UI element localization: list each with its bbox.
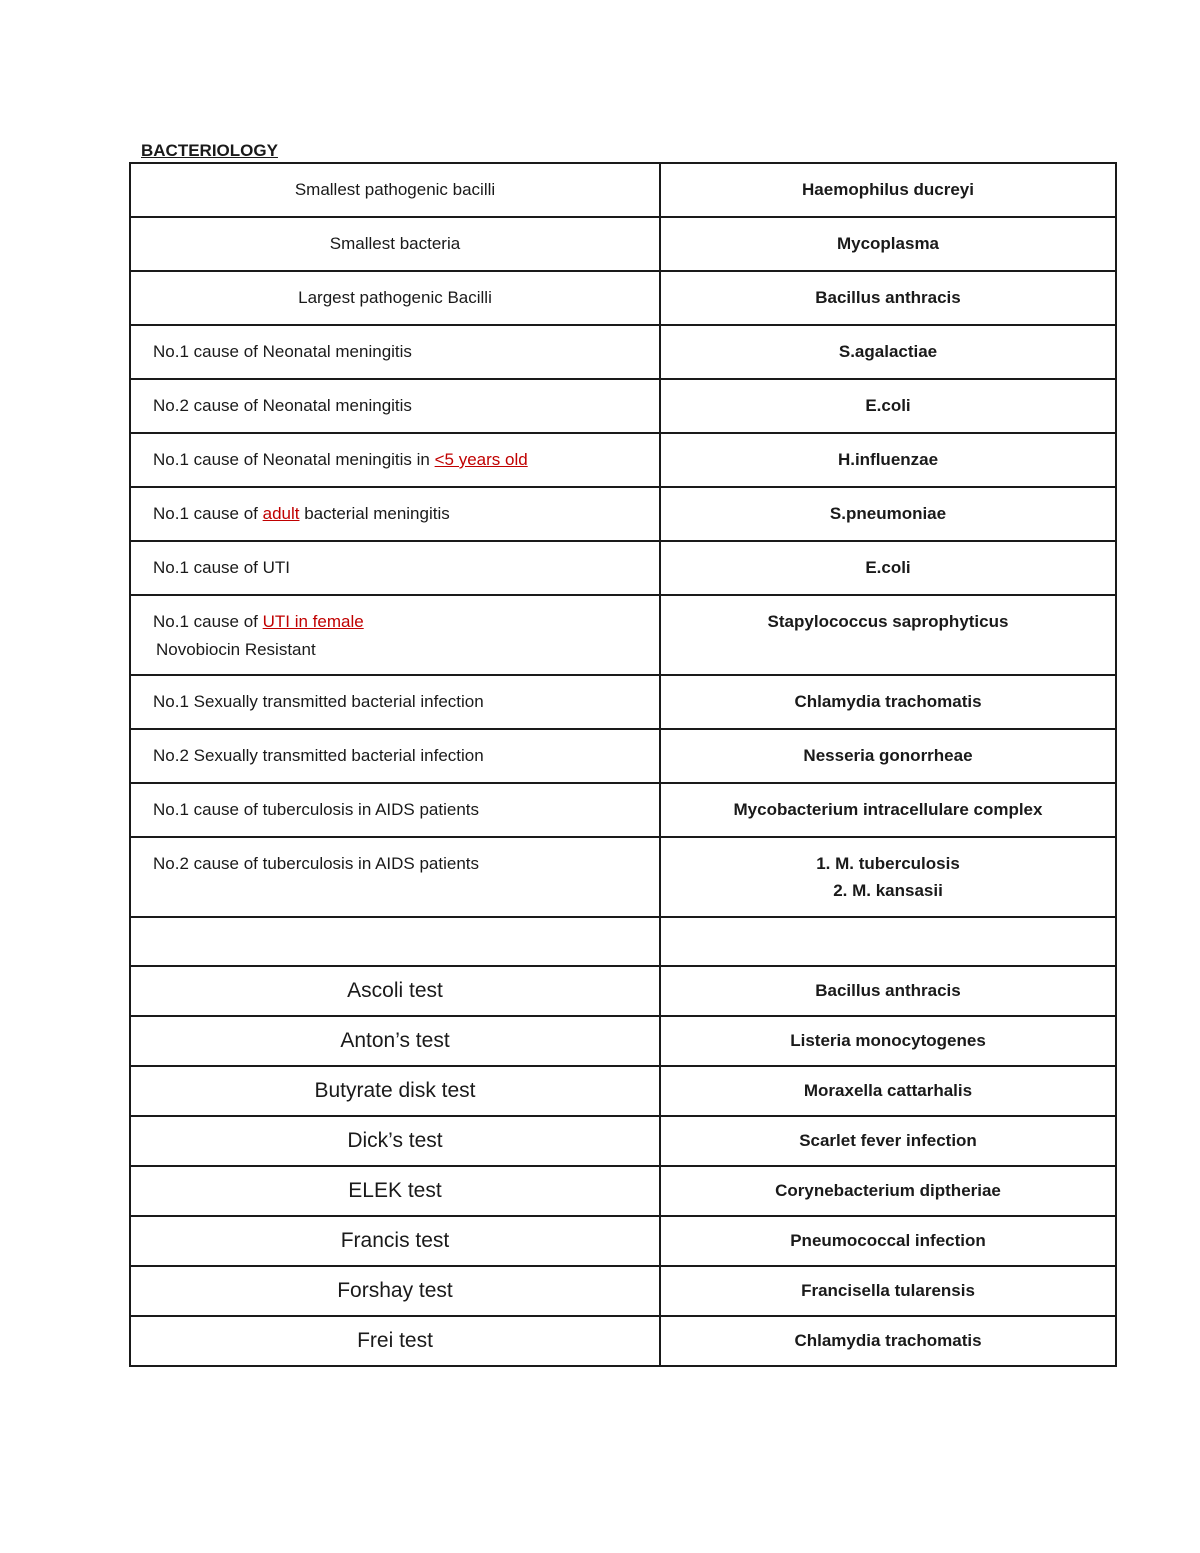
question-cell: No.2 Sexually transmitted bacterial infection	[130, 729, 660, 783]
empty-row	[130, 917, 1116, 966]
answer-cell: Nesseria gonorrheae	[660, 729, 1116, 783]
question-cell: Smallest pathogenic bacilli	[130, 163, 660, 217]
table-row	[130, 595, 1116, 675]
test-name-cell: Ascoli test	[130, 966, 660, 1016]
table-row	[130, 325, 1116, 379]
table-row	[130, 217, 1116, 271]
answer-cell: Bacillus anthracis	[660, 271, 1116, 325]
question-cell: No.2 cause of tuberculosis in AIDS patients	[130, 837, 660, 917]
question-line: Novobiocin Resistant	[156, 640, 316, 659]
question-cell	[130, 433, 660, 487]
test-row	[130, 966, 1116, 1016]
test-row	[130, 1166, 1116, 1216]
answer-line: 1. M. tuberculosis	[816, 854, 960, 873]
question-line	[153, 608, 659, 636]
question-cell: No.1 Sexually transmitted bacterial infection	[130, 675, 660, 729]
test-row	[130, 1266, 1116, 1316]
test-name-cell: Butyrate disk test	[130, 1066, 660, 1116]
answer-cell: Mycobacterium intracellulare complex	[660, 783, 1116, 837]
answer-cell: Stapylococcus saprophyticus	[660, 595, 1116, 675]
test-organism-cell: Moraxella cattarhalis	[660, 1066, 1116, 1116]
test-row	[130, 1066, 1116, 1116]
test-name-cell: Francis test	[130, 1216, 660, 1266]
question-cell: No.1 cause of UTI	[130, 541, 660, 595]
question-cell: No.1 cause of tuberculosis in AIDS patients	[130, 783, 660, 837]
table-row	[130, 433, 1116, 487]
table-row	[130, 729, 1116, 783]
table-row	[130, 271, 1116, 325]
answer-cell: S.pneumoniae	[660, 487, 1116, 541]
empty-cell	[130, 917, 660, 966]
question-text: bacterial meningitis	[299, 504, 450, 523]
test-organism-cell: Corynebacterium diptheriae	[660, 1166, 1116, 1216]
answer-cell: Haemophilus ducreyi	[660, 163, 1116, 217]
test-row	[130, 1316, 1116, 1366]
answer-line: 2. M. kansasii	[833, 881, 943, 900]
question-cell	[130, 595, 660, 675]
answer-cell: S.agalactiae	[660, 325, 1116, 379]
question-cell: Largest pathogenic Bacilli	[130, 271, 660, 325]
highlighted-text: UTI in female	[262, 612, 364, 631]
test-name-cell: Dick’s test	[130, 1116, 660, 1166]
bacteriology-table	[129, 162, 1117, 1367]
answer-cell: H.influenzae	[660, 433, 1116, 487]
test-organism-cell: Pneumococcal infection	[660, 1216, 1116, 1266]
question-text: No.1 cause of Neonatal meningitis in	[153, 450, 435, 469]
test-row	[130, 1216, 1116, 1266]
table-row	[130, 163, 1116, 217]
test-organism-cell: Francisella tularensis	[660, 1266, 1116, 1316]
answer-cell: Chlamydia trachomatis	[660, 675, 1116, 729]
test-name-cell: Frei test	[130, 1316, 660, 1366]
test-name-cell: ELEK test	[130, 1166, 660, 1216]
question-cell	[130, 487, 660, 541]
highlighted-text: adult	[262, 504, 300, 523]
test-organism-cell: Bacillus anthracis	[660, 966, 1116, 1016]
answer-cell: E.coli	[660, 379, 1116, 433]
test-organism-cell: Scarlet fever infection	[660, 1116, 1116, 1166]
test-organism-cell: Chlamydia trachomatis	[660, 1316, 1116, 1366]
test-organism-cell: Listeria monocytogenes	[660, 1016, 1116, 1066]
question-text: No.1 cause of	[153, 504, 263, 523]
test-name-cell: Forshay test	[130, 1266, 660, 1316]
answer-cell: Mycoplasma	[660, 217, 1116, 271]
test-name-cell: Anton’s test	[130, 1016, 660, 1066]
question-cell: No.2 cause of Neonatal meningitis	[130, 379, 660, 433]
table-row	[130, 675, 1116, 729]
answer-cell	[660, 837, 1116, 917]
table-row	[130, 837, 1116, 917]
test-row	[130, 1016, 1116, 1066]
table-row	[130, 487, 1116, 541]
question-cell: Smallest bacteria	[130, 217, 660, 271]
table-row	[130, 783, 1116, 837]
question-cell: No.1 cause of Neonatal meningitis	[130, 325, 660, 379]
page-heading: BACTERIOLOGY	[141, 141, 278, 160]
table-row	[130, 541, 1116, 595]
answer-cell: E.coli	[660, 541, 1116, 595]
test-row	[130, 1116, 1116, 1166]
table-row	[130, 379, 1116, 433]
empty-cell	[660, 917, 1116, 966]
highlighted-text: <5 years old	[434, 450, 528, 469]
question-text: No.1 cause of	[153, 612, 263, 631]
